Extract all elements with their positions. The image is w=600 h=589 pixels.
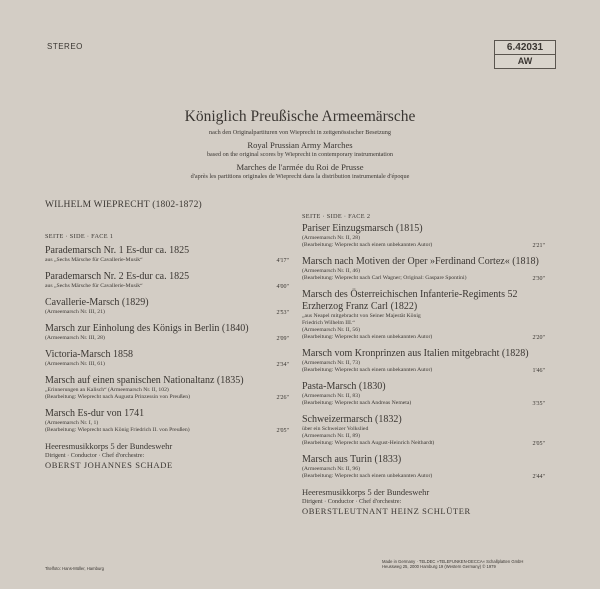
track-side2-6 <box>302 414 545 447</box>
album-title-fr: Marches de l'armée du Roi de Prusse <box>236 162 364 172</box>
subtitle-de: nach den Originalpartituren von Wieprecht in zeitgenössischer Besetzung <box>209 129 391 136</box>
track-duration: 4'17" <box>276 258 289 264</box>
track-note: (Armeemarsch Nr. II, 56) <box>302 327 360 333</box>
track-title: Marsch nach Motiven der Oper »Ferdinand Cortez« (1818) <box>302 256 539 267</box>
track-title: Pasta-Marsch (1830) <box>302 381 386 392</box>
track-side2-1 <box>302 223 545 249</box>
track-duration: 2'26" <box>276 395 289 401</box>
track-title: Parademarsch Nr. 1 Es-dur ca. 1825 <box>45 245 190 256</box>
side-1-conductor: OBERST JOHANNES SCHADE <box>45 460 173 470</box>
track-title: Marsch vom Kronprinzen aus Italien mitgebracht (1828) <box>302 348 529 359</box>
track-title: Marsch zur Einholung des Königs in Berlin (1840) <box>45 323 249 334</box>
track-note: über ein Schweizer Volkslied <box>302 426 369 432</box>
track-note: (Bearbeitung: Wieprecht nach einem unbekannten Autor) <box>302 334 433 340</box>
track-side1-6 <box>45 375 289 401</box>
track-title: Victoria-Marsch 1858 <box>45 349 133 360</box>
catalog-suffix: AW <box>495 54 555 68</box>
track-duration: 2'09" <box>276 336 289 342</box>
track-side1-2 <box>45 271 289 290</box>
side-2-label: SEITE · SIDE · FACE 2 <box>302 213 371 220</box>
track-note: (Armeemarsch Nr. III, 61) <box>45 361 105 367</box>
track-side1-3 <box>45 297 289 316</box>
track-title: Schweizermarsch (1832) <box>302 414 402 425</box>
track-duration: 2'05" <box>276 428 289 434</box>
side-1-tracklist <box>45 233 289 471</box>
album-title: Königlich Preußische Armeemärsche <box>184 108 416 125</box>
track-note: (Armeemarsch Nr. III, 21) <box>45 309 105 315</box>
track-note: (Armeemarsch Nr. III, 28) <box>45 335 105 341</box>
track-title: Marsch auf einen spanischen Nationaltanz (1835) <box>45 375 244 386</box>
catalog-number: 6.42031 <box>506 42 544 53</box>
side-1-band: Heeresmusikkorps 5 der Bundeswehr <box>45 441 173 451</box>
track-note: (Armeemarsch Nr. II, 83) <box>302 393 360 399</box>
stereo-label: STEREO <box>47 42 83 51</box>
track-note: (Bearbeitung: Wieprecht nach August-Heinrich Neithardt) <box>302 440 435 446</box>
track-note: aus „Sechs Märsche für Cavallerie-Musik“ <box>45 257 143 263</box>
composer-name: WILHELM WIEPRECHT (1802-1872) <box>45 200 202 210</box>
track-duration: 2'30" <box>532 276 545 282</box>
track-title: Marsch des Österreichischen Infanterie-Regiments 52 Erzherzog Franz Carl (1822) <box>302 289 518 312</box>
side-2-conductor-role: Dirigent · Conductor · Chef d'orchestre: <box>302 498 402 505</box>
side-1-conductor-role: Dirigent · Conductor · Chef d'orchestre: <box>45 452 145 459</box>
subtitle-fr: d'après les partitions originales de Wieprecht dans la distribution instrumentale d'époque <box>190 173 410 180</box>
track-duration: 1'46" <box>532 368 545 374</box>
track-duration: 2'21" <box>532 243 545 249</box>
side-2-conductor: OBERSTLEUTNANT HEINZ SCHLÜTER <box>302 506 471 516</box>
track-duration: 2'44" <box>532 474 545 480</box>
track-note: aus „Sechs Märsche für Cavallerie-Musik“ <box>45 283 143 289</box>
track-side1-4 <box>45 323 289 342</box>
subtitle-en: based on the original scores by Wieprecht in contemporary instrumentation <box>206 151 394 158</box>
side-2-band: Heeresmusikkorps 5 der Bundeswehr <box>302 487 430 497</box>
label-credit <box>382 559 552 570</box>
track-note: (Bearbeitung: Wieprecht nach Andreas Nemeta) <box>302 400 412 406</box>
track-duration: 2'34" <box>276 362 289 368</box>
track-duration: 2'53" <box>276 310 289 316</box>
track-note: (Armeemarsch Nr. I, 1) <box>45 420 99 426</box>
catalog-number-box <box>494 40 556 69</box>
track-note: (Bearbeitung: Wieprecht nach einem unbekannten Autor) <box>302 242 433 248</box>
track-side2-4 <box>302 348 545 374</box>
track-title: Parademarsch Nr. 2 Es-dur ca. 1825 <box>45 271 190 282</box>
album-title-en: Royal Prussian Army Marches <box>247 140 353 150</box>
side-2-tracklist <box>302 213 545 517</box>
track-note: (Bearbeitung: Wieprecht nach Augusta Prinzessin von Preußen) <box>45 394 190 400</box>
track-duration: 3'35" <box>532 401 545 407</box>
track-title: Marsch Es-dur von 1741 <box>45 408 145 419</box>
track-note: (Armeemarsch Nr. II, 73) <box>302 360 360 366</box>
track-note: (Armeemarsch Nr. II, 96) <box>302 466 360 472</box>
track-title: Pariser Einzugsmarsch (1815) <box>302 223 423 234</box>
track-duration: 4'00" <box>276 284 289 290</box>
track-side1-7 <box>45 408 289 434</box>
side-1-label: SEITE · SIDE · FACE 1 <box>45 233 114 240</box>
photo-credit: Titelfoto: Hans-Müller, Hamburg <box>45 566 104 571</box>
track-duration: 2'20" <box>532 335 545 341</box>
track-note: (Bearbeitung: Wieprecht nach Carl Wagner; Original: Gaspare Spontini) <box>302 275 467 281</box>
track-side1-5 <box>45 349 289 368</box>
track-note: (Bearbeitung: Wieprecht nach einem unbekannten Autor) <box>302 367 433 373</box>
track-side2-3 <box>302 289 545 341</box>
track-note: (Bearbeitung: Wieprecht nach König Friedrich II. von Preußen) <box>45 427 190 433</box>
label-credit-line: Heussweg 25, 2000 Hamburg 19 (Western Germany) © 1979 <box>382 564 496 570</box>
track-note: (Armeemarsch Nr. II, 89) <box>302 433 360 439</box>
track-side2-7 <box>302 454 545 480</box>
track-note: (Armeemarsch Nr. II, 46) <box>302 268 360 274</box>
label-credit-line: Made in Germany · TELDEC »TELEFUNKEN-DECCA« Schallplatten GmbH <box>382 559 524 564</box>
track-title: Marsch aus Turin (1833) <box>302 454 402 465</box>
track-side1-1 <box>45 245 289 264</box>
track-note: (Bearbeitung: Wieprecht nach einem unbekannten Autor) <box>302 473 433 479</box>
track-side2-2 <box>302 256 545 282</box>
track-duration: 2'05" <box>532 441 545 447</box>
track-note: „aus Neapel mitgebracht von Seiner Majestät König <box>302 313 421 319</box>
track-note: Friedrich Wilhelm III.“ <box>302 320 355 326</box>
track-side2-5 <box>302 381 545 407</box>
track-title: Cavallerie-Marsch (1829) <box>45 297 149 308</box>
track-note: (Armeemarsch Nr. II, 28) <box>302 235 360 241</box>
track-note: „Erinnerungen an Kalisch“ (Armeemarsch Nr. II, 102) <box>45 387 169 393</box>
